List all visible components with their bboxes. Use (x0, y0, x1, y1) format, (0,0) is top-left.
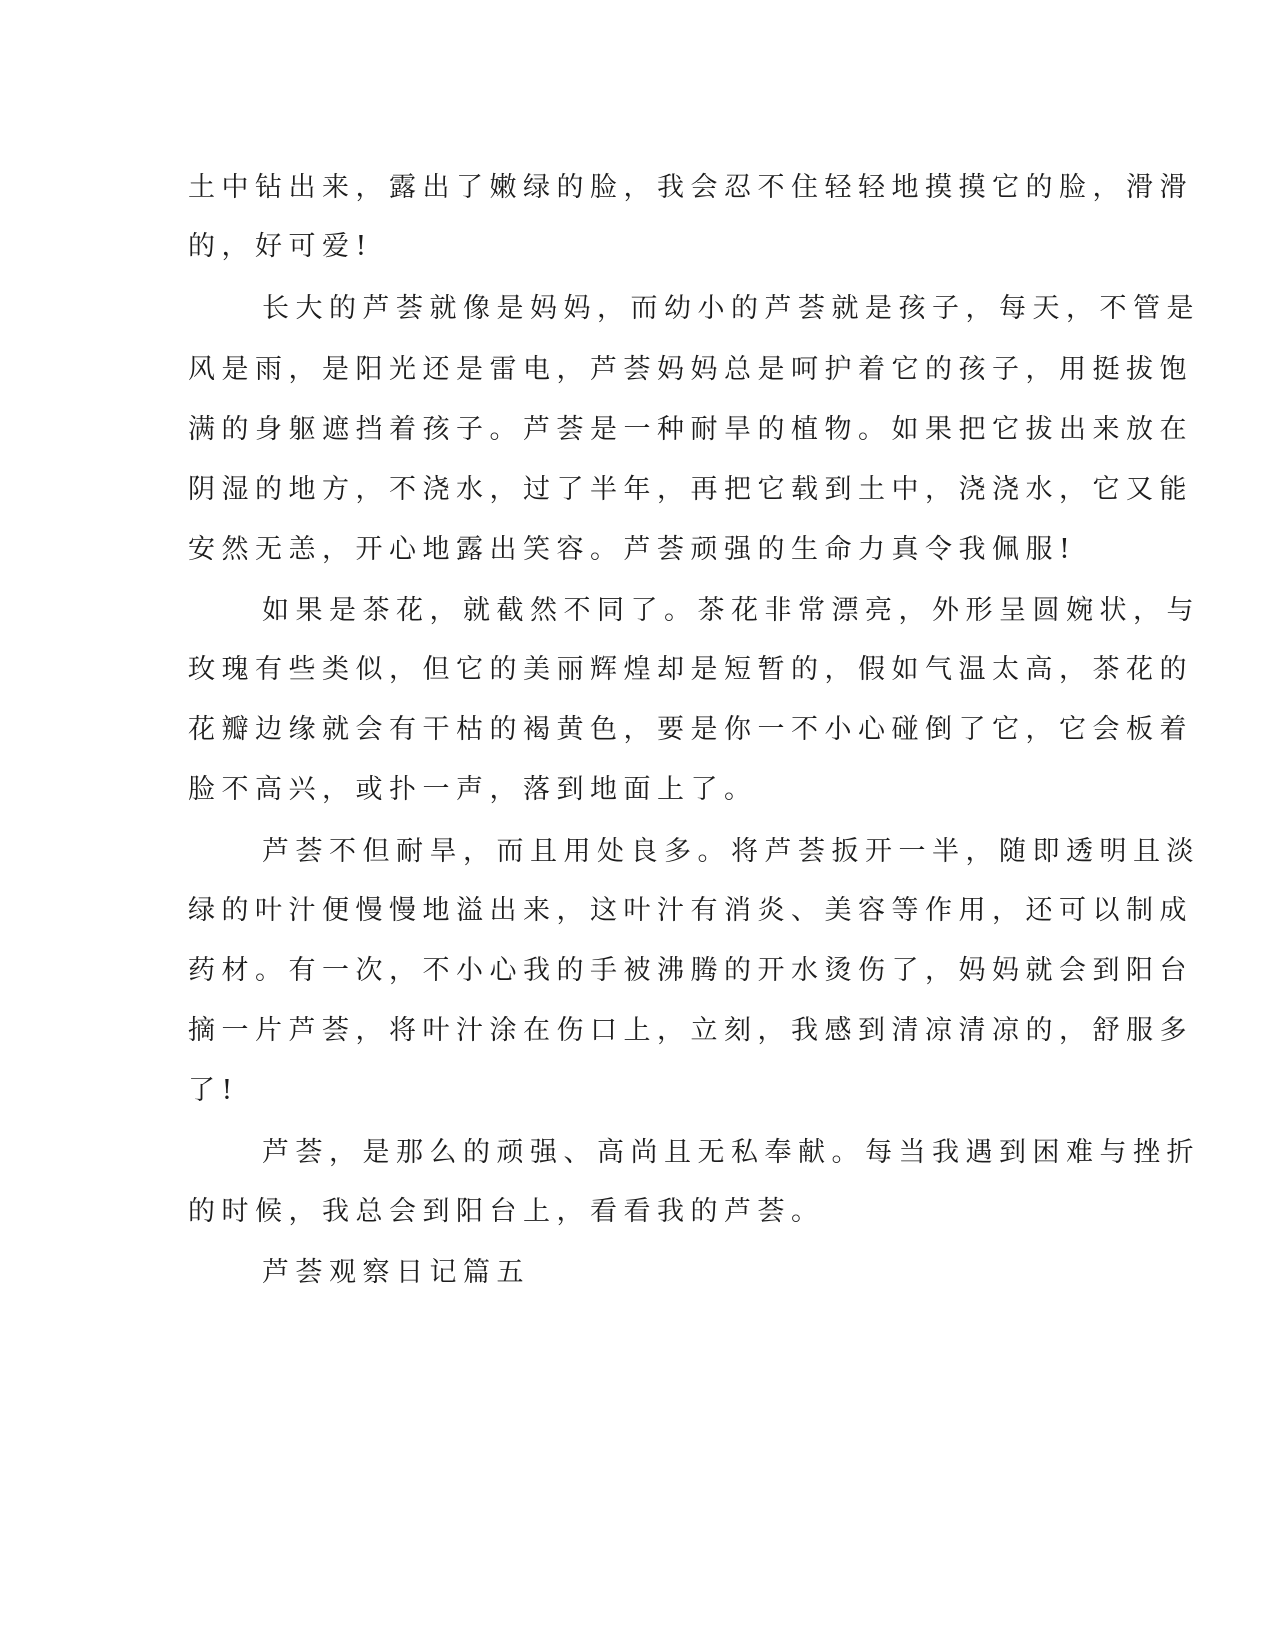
text-line-2: 的，好可爱! (188, 231, 373, 262)
text-line-1: 土中钻出来，露出了嫩绿的脸，我会忍不住轻轻地摸摸它的脸，滑滑 (188, 172, 1193, 203)
paragraph-start-line: 长大的芦荟就像是妈妈，而幼小的芦荟就是孩子，每天，不管是 (262, 293, 1200, 324)
text-line-11: 脸不高兴，或扑一声，落到地面上了。 (188, 774, 758, 805)
text-line-18: 的时候，我总会到阳台上，看看我的芦荟。 (188, 1196, 825, 1227)
text-line-13: 绿的叶汁便慢慢地溢出来，这叶汁有消炎、美容等作用，还可以制成 (188, 895, 1193, 926)
paragraph-start-line: 芦荟，是那么的顽强、高尚且无私奉献。每当我遇到困难与挫折 (262, 1137, 1200, 1168)
text-line-15: 摘一片芦荟，将叶汁涂在伤口上，立刻，我感到清凉清凉的，舒服多 (188, 1015, 1193, 1046)
text-line-16: 了! (188, 1075, 239, 1106)
text-line-4: 风是雨，是阳光还是雷电，芦荟妈妈总是呵护着它的孩子，用挺拔饱 (188, 354, 1193, 385)
section-heading: 芦荟观察日记篇五 (262, 1257, 530, 1288)
text-line-10: 花瓣边缘就会有干枯的褐黄色，要是你一不小心碰倒了它，它会板着 (188, 714, 1193, 745)
paragraph-start-line: 芦荟不但耐旱，而且用处良多。将芦荟扳开一半，随即透明且淡 (262, 836, 1200, 867)
text-line-5: 满的身躯遮挡着孩子。芦荟是一种耐旱的植物。如果把它拔出来放在 (188, 414, 1193, 445)
text-line-9: 玫瑰有些类似，但它的美丽辉煌却是短暂的，假如气温太高，茶花的 (188, 654, 1193, 685)
text-line-14: 药材。有一次，不小心我的手被沸腾的开水烫伤了，妈妈就会到阳台 (188, 955, 1193, 986)
text-line-7: 安然无恙，开心地露出笑容。芦荟顽强的生命力真令我佩服! (188, 534, 1077, 565)
text-line-6: 阴湿的地方，不浇水，过了半年，再把它载到土中，浇浇水，它又能 (188, 474, 1193, 505)
paragraph-start-line: 如果是茶花，就截然不同了。茶花非常漂亮，外形呈圆婉状，与 (262, 595, 1200, 626)
